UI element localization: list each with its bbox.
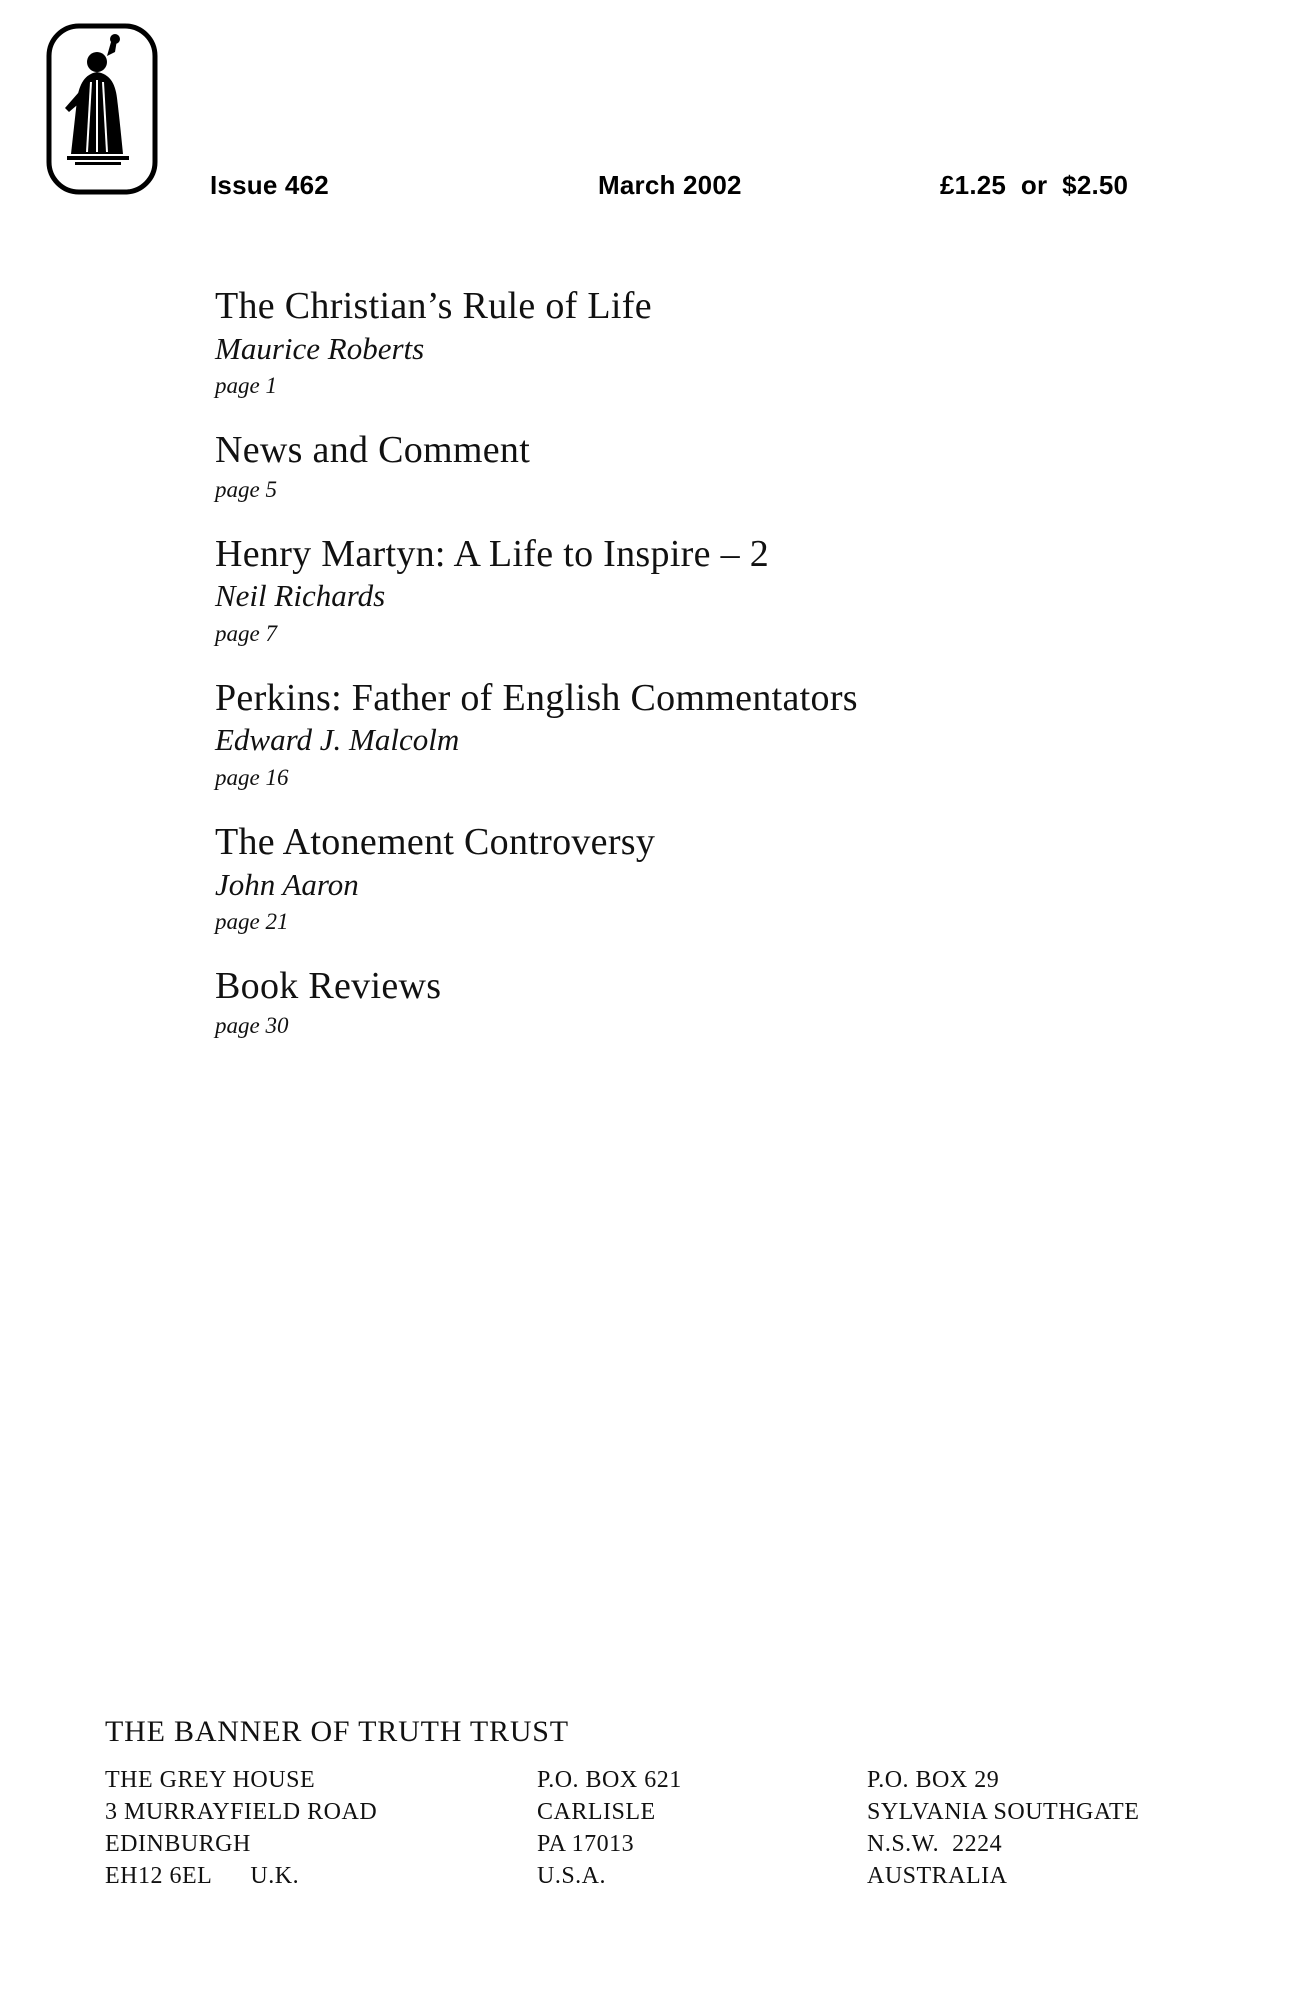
contents-entry-title: Henry Martyn: A Life to Inspire – 2	[215, 532, 770, 575]
contents-entry-author: Edward J. Malcolm	[215, 722, 460, 758]
address-line: P.O. BOX 621	[537, 1767, 682, 1793]
contents-entry-page: page 7	[215, 620, 277, 646]
address-line: U.S.A.	[537, 1862, 607, 1889]
address-line: EH12 6EL U.K.	[105, 1862, 300, 1889]
address-line: N.S.W. 2224	[867, 1830, 1003, 1857]
address-line: PA 17013	[537, 1830, 635, 1857]
masthead	[0, 0, 1294, 230]
address-block-usa	[537, 1765, 867, 1893]
address-block-australia	[867, 1765, 1227, 1893]
contents-entry-title: Perkins: Father of English Commentators	[215, 676, 858, 719]
address-line: THE GREY HOUSE	[105, 1767, 316, 1793]
contents-entry-title: News and Comment	[215, 429, 531, 472]
contents-entry-title: The Christian’s Rule of Life	[215, 285, 652, 327]
contents-entry	[215, 821, 1115, 937]
contents-entry-page: page 5	[215, 476, 277, 502]
contents-entry-title: Book Reviews	[215, 965, 442, 1008]
contents-entry-page: page 30	[215, 1012, 289, 1038]
issue-number: Issue 462	[210, 170, 329, 200]
contents-entry	[215, 533, 1115, 649]
contents-entry-author: John Aaron	[215, 866, 359, 902]
contents-entry-author: Maurice Roberts	[215, 330, 425, 366]
address-line: 3 MURRAYFIELD ROAD	[105, 1798, 378, 1825]
contents-entry	[215, 677, 1115, 793]
publisher-name: THE BANNER OF TRUTH TRUST	[105, 1715, 569, 1748]
address-line: SYLVANIA SOUTHGATE	[867, 1798, 1140, 1825]
issue-date: March 2002	[598, 170, 742, 200]
address-columns	[105, 1765, 1225, 1915]
address-block-uk	[105, 1765, 535, 1893]
masthead-text-row	[210, 170, 1220, 204]
address-line: P.O. BOX 29	[867, 1767, 1000, 1793]
table-of-contents	[215, 285, 1115, 1069]
address-line: CARLISLE	[537, 1798, 656, 1825]
address-line: EDINBURGH	[105, 1830, 251, 1857]
contents-entry-page: page 1	[215, 373, 277, 399]
contents-entry	[215, 429, 1115, 504]
publisher-footer	[105, 1715, 1225, 1915]
preacher-figure-logo-icon	[45, 22, 159, 197]
contents-entry-page: page 16	[215, 765, 289, 791]
contents-entry-author: Neil Richards	[215, 578, 386, 614]
contents-entry-title: The Atonement Controversy	[215, 821, 656, 863]
issue-price: £1.25 or $2.50	[940, 170, 1129, 200]
contents-entry	[215, 285, 1115, 401]
contents-entry-page: page 21	[215, 909, 289, 935]
address-line: AUSTRALIA	[867, 1862, 1008, 1889]
contents-entry	[215, 965, 1115, 1040]
